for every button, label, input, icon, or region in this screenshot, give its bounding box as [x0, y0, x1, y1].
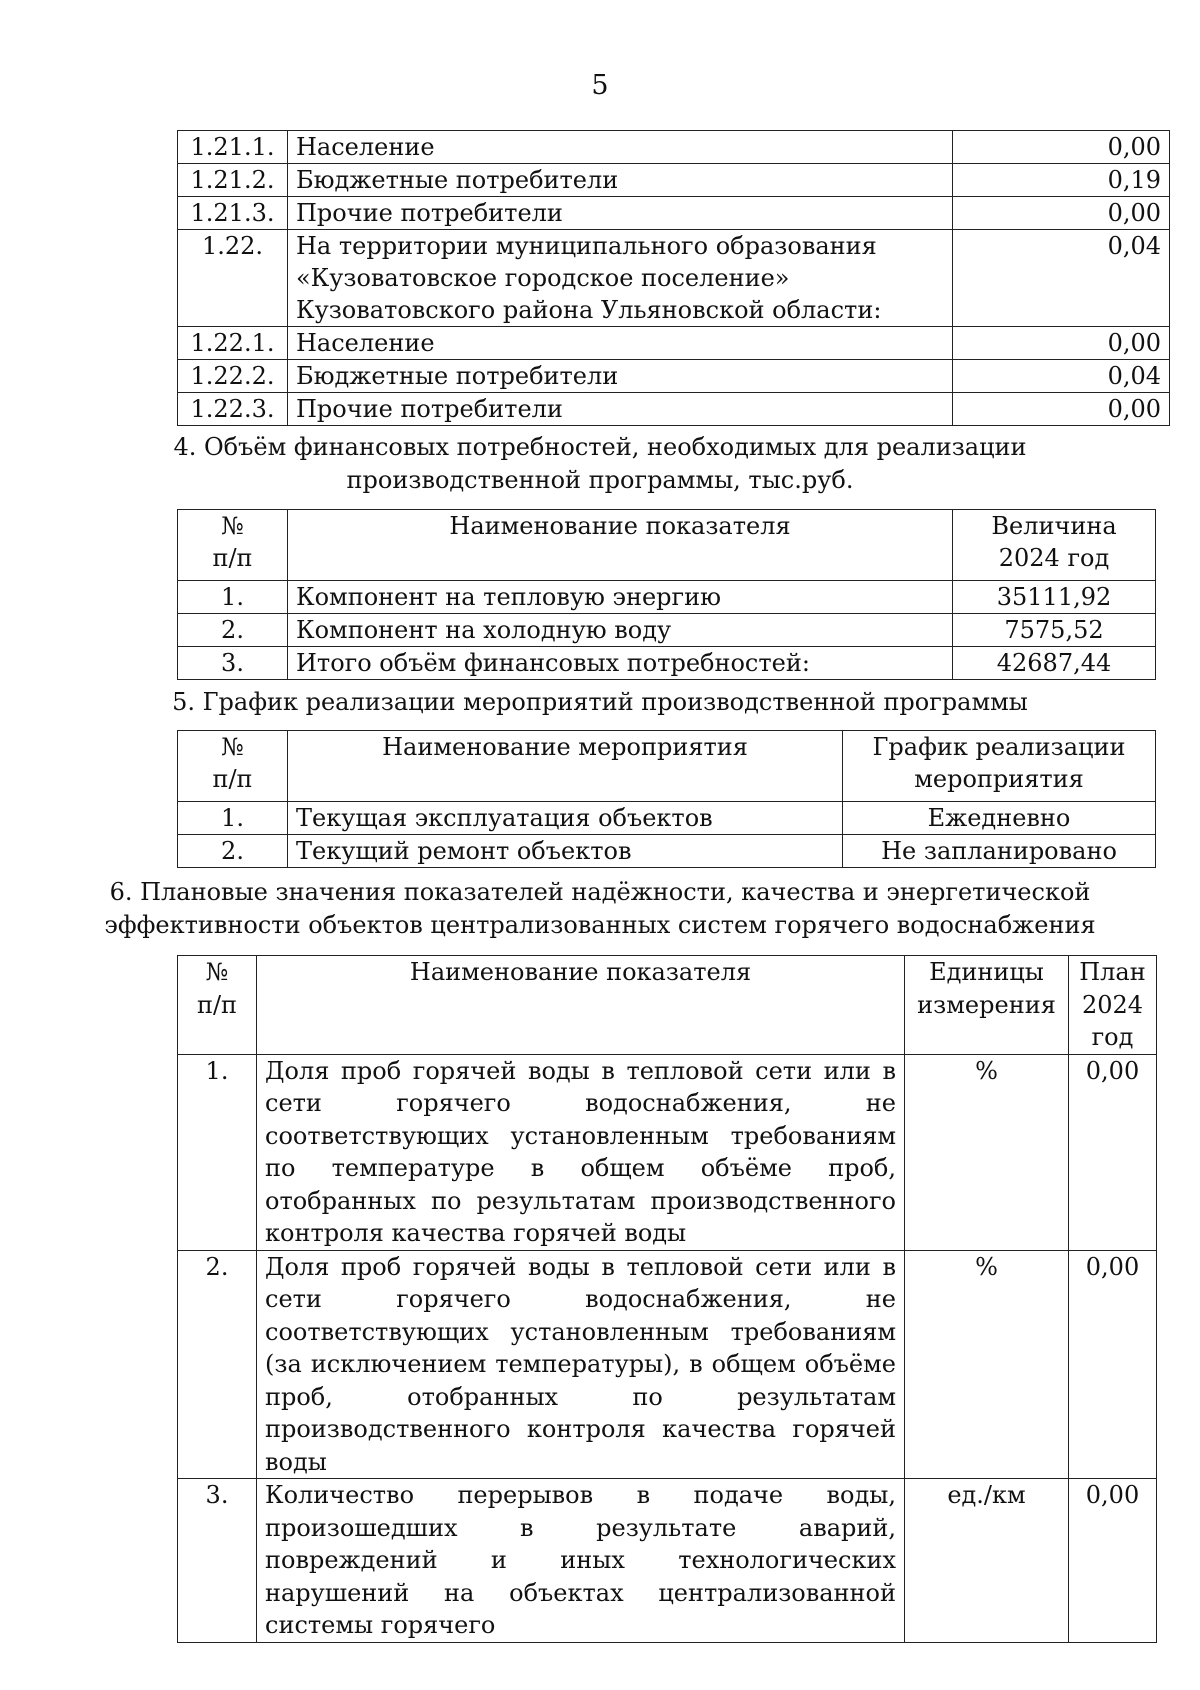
row-plan: 0,00	[1069, 1479, 1157, 1643]
row-name: Текущая эксплуатация объектов	[288, 802, 843, 835]
header-plan-line: год	[1091, 1023, 1134, 1051]
row-name: Население	[288, 327, 953, 360]
header-unit-line: измерения	[917, 990, 1056, 1019]
row-schedule: Не запланировано	[843, 835, 1156, 868]
row-value: 0,19	[953, 164, 1170, 197]
row-value: 0,04	[953, 360, 1170, 393]
section-title-line: 6. Плановые значения показателей надёжности, качества и энергетической	[109, 878, 1091, 906]
table-row	[178, 360, 1170, 393]
section-6-title	[0, 876, 1200, 942]
table-row	[178, 327, 1170, 360]
row-unit: ед./км	[905, 1479, 1069, 1643]
header-number	[178, 731, 288, 802]
reliability-indicators-table	[177, 955, 1157, 1643]
row-name-line: Кузоватовского района Ульяновской области:	[296, 296, 882, 324]
header-number	[178, 956, 257, 1055]
row-plan: 0,00	[1069, 1250, 1157, 1479]
table-row	[178, 197, 1170, 230]
row-value: 0,00	[953, 327, 1170, 360]
consumption-table	[177, 130, 1170, 426]
header-value-line: 2024 год	[998, 544, 1110, 572]
table-header	[178, 510, 1156, 581]
row-number: 1.21.3.	[178, 197, 288, 230]
header-value	[953, 510, 1156, 581]
table-row	[178, 230, 1170, 327]
row-unit: %	[905, 1250, 1069, 1479]
row-number: 1.22.1.	[178, 327, 288, 360]
table-row	[178, 614, 1156, 647]
section-title-line: 4. Объём финансовых потребностей, необходимых для реализации	[173, 433, 1027, 461]
header-unit	[905, 956, 1069, 1055]
header-number-line: п/п	[212, 544, 253, 572]
table-row	[178, 581, 1156, 614]
row-number: 3.	[178, 647, 288, 680]
section-title-line: производственной программы, тыс.руб.	[346, 466, 854, 494]
table-row	[178, 393, 1170, 426]
header-plan-line: 2024	[1081, 990, 1144, 1019]
header-number-line: №	[221, 733, 244, 761]
row-name: Население	[288, 131, 953, 164]
header-name: Наименование мероприятия	[288, 731, 843, 802]
row-name: Компонент на холодную воду	[288, 614, 953, 647]
header-unit-line: Единицы	[929, 958, 1044, 986]
table-row	[178, 1054, 1157, 1250]
row-number: 3.	[178, 1479, 257, 1643]
row-number: 2.	[178, 614, 288, 647]
table-row	[178, 835, 1156, 868]
row-name: Компонент на тепловую энергию	[288, 581, 953, 614]
row-value: 42687,44	[953, 647, 1156, 680]
header-schedule-line: мероприятия	[914, 765, 1084, 793]
row-number: 1.	[178, 1054, 257, 1250]
section-4-title	[0, 431, 1200, 497]
row-name: Доля проб горячей воды в тепловой сети или в сети горячего водоснабжения, не соответствующих установленным требованиям по температуре в общем объёме проб, отобранных по результатам производственного контроля качества горячей воды	[257, 1054, 905, 1250]
header-number	[178, 510, 288, 581]
schedule-table	[177, 730, 1156, 868]
row-name: Текущий ремонт объектов	[288, 835, 843, 868]
table-row	[178, 1479, 1157, 1643]
row-name: Количество перерывов в подаче воды, произошедших в результате аварий, повреждений и иных технологических нарушений на объектах централизованной системы горячего	[257, 1479, 905, 1643]
financial-needs-table	[177, 509, 1156, 680]
row-number: 1.	[178, 802, 288, 835]
row-name: Доля проб горячей воды в тепловой сети или в сети горячего водоснабжения, не соответствующих установленным требованиям (за исключением температуры), в общем объёме проб, отобранных по результатам производственного контроля качества горячей воды	[257, 1250, 905, 1479]
row-value: 0,00	[953, 393, 1170, 426]
table-header	[178, 956, 1157, 1055]
row-name: Бюджетные потребители	[288, 164, 953, 197]
row-schedule: Ежедневно	[843, 802, 1156, 835]
section-5-title: 5. График реализации мероприятий производственной программы	[172, 688, 1028, 716]
row-name-line: На территории муниципального образования	[296, 232, 877, 260]
row-value: 0,00	[953, 197, 1170, 230]
row-number: 1.22.2.	[178, 360, 288, 393]
section-title-line: эффективности объектов централизованных систем горячего водоснабжения	[104, 911, 1096, 939]
row-name: Бюджетные потребители	[288, 360, 953, 393]
row-number: 1.21.1.	[178, 131, 288, 164]
row-number: 1.22.3.	[178, 393, 288, 426]
header-number-line: №	[221, 512, 244, 540]
header-value-line: Величина	[991, 512, 1117, 540]
row-name: Итого объём финансовых потребностей:	[288, 647, 953, 680]
row-value: 7575,52	[953, 614, 1156, 647]
header-name: Наименование показателя	[288, 510, 953, 581]
row-name-line: «Кузоватовское городское поселение»	[296, 264, 790, 292]
row-number: 1.21.2.	[178, 164, 288, 197]
row-name	[288, 230, 953, 327]
row-unit: %	[905, 1054, 1069, 1250]
header-plan	[1069, 956, 1157, 1055]
header-schedule	[843, 731, 1156, 802]
row-number: 1.22.	[178, 230, 288, 327]
header-number-line: п/п	[196, 990, 238, 1019]
header-number-line: №	[205, 958, 229, 986]
header-plan-line: План	[1079, 958, 1146, 986]
row-name: Прочие потребители	[288, 393, 953, 426]
table-row	[178, 1250, 1157, 1479]
table-row	[178, 131, 1170, 164]
row-number: 2.	[178, 1250, 257, 1479]
row-plan: 0,00	[1069, 1054, 1157, 1250]
table-row	[178, 164, 1170, 197]
header-schedule-line: График реализации	[872, 733, 1126, 761]
header-number-line: п/п	[212, 765, 253, 793]
row-name: Прочие потребители	[288, 197, 953, 230]
row-value: 35111,92	[953, 581, 1156, 614]
header-name: Наименование показателя	[257, 956, 905, 1055]
table-row	[178, 802, 1156, 835]
table-row	[178, 647, 1156, 680]
table-header	[178, 731, 1156, 802]
row-number: 1.	[178, 581, 288, 614]
row-number: 2.	[178, 835, 288, 868]
row-value: 0,00	[953, 131, 1170, 164]
row-value: 0,04	[953, 230, 1170, 327]
page-number: 5	[591, 70, 609, 101]
